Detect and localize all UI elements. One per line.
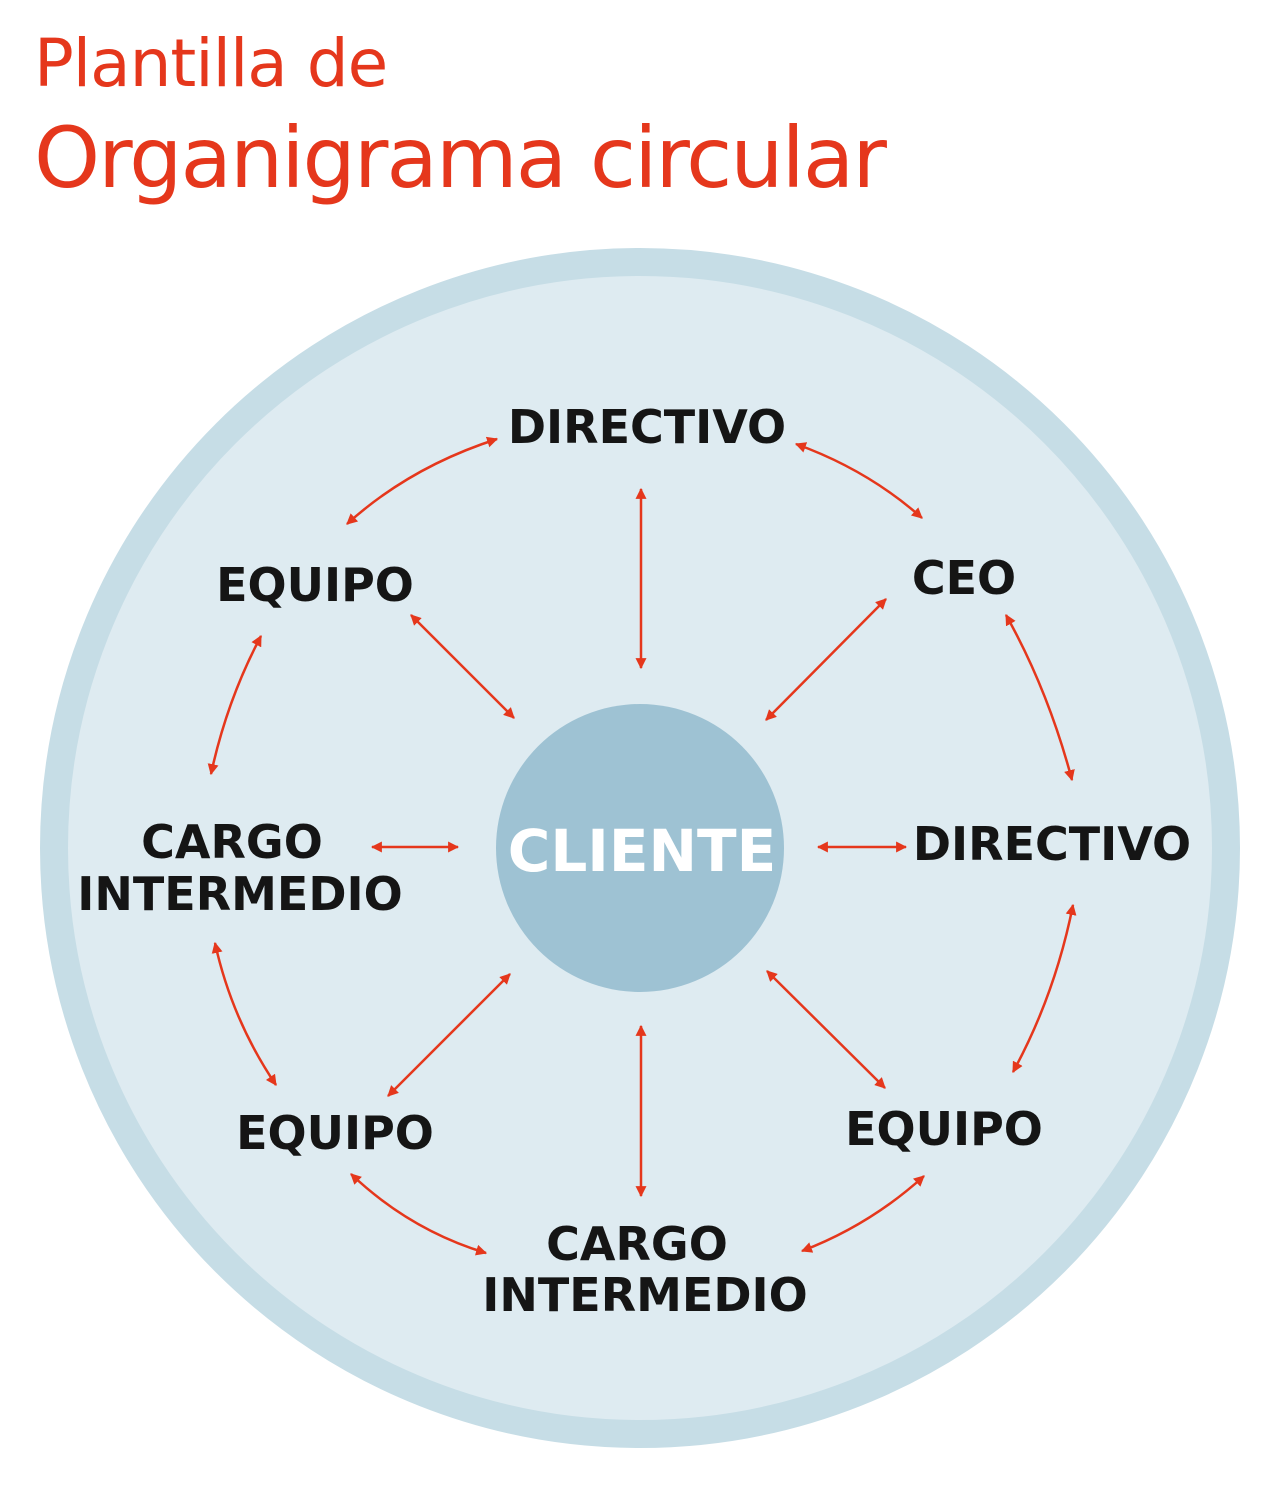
node-equipo-bottom-right	[845, 1102, 1043, 1156]
node-directivo-top-line-1: DIRECTIVO	[507, 400, 787, 454]
node-cargo-intermedio-bottom-line-1: CARGO	[546, 1217, 728, 1271]
node-directivo-top	[508, 400, 786, 454]
center-label: CLIENTE	[507, 817, 777, 885]
node-cargo-intermedio-bottom-line-2: INTERMEDIO	[482, 1268, 808, 1322]
node-ceo	[912, 551, 1016, 605]
node-equipo-bottom-right-line-1: EQUIPO	[845, 1102, 1043, 1156]
node-ceo-line-1: CEO	[911, 551, 1017, 605]
node-equipo-top-left	[216, 558, 414, 612]
node-equipo-top-left-line-1: EQUIPO	[216, 558, 414, 612]
center-node	[496, 704, 784, 992]
title-line-1: Plantilla de	[34, 25, 388, 102]
node-cargo-intermedio-left-line-1: CARGO	[141, 815, 323, 869]
node-directivo-right-line-1: DIRECTIVO	[912, 817, 1192, 871]
node-equipo-bottom-left	[236, 1106, 434, 1160]
node-directivo-right	[913, 817, 1191, 871]
node-equipo-bottom-left-line-1: EQUIPO	[236, 1106, 434, 1160]
node-cargo-intermedio-left-line-2: INTERMEDIO	[77, 867, 403, 921]
title-line-2: Organigrama circular	[34, 109, 885, 207]
